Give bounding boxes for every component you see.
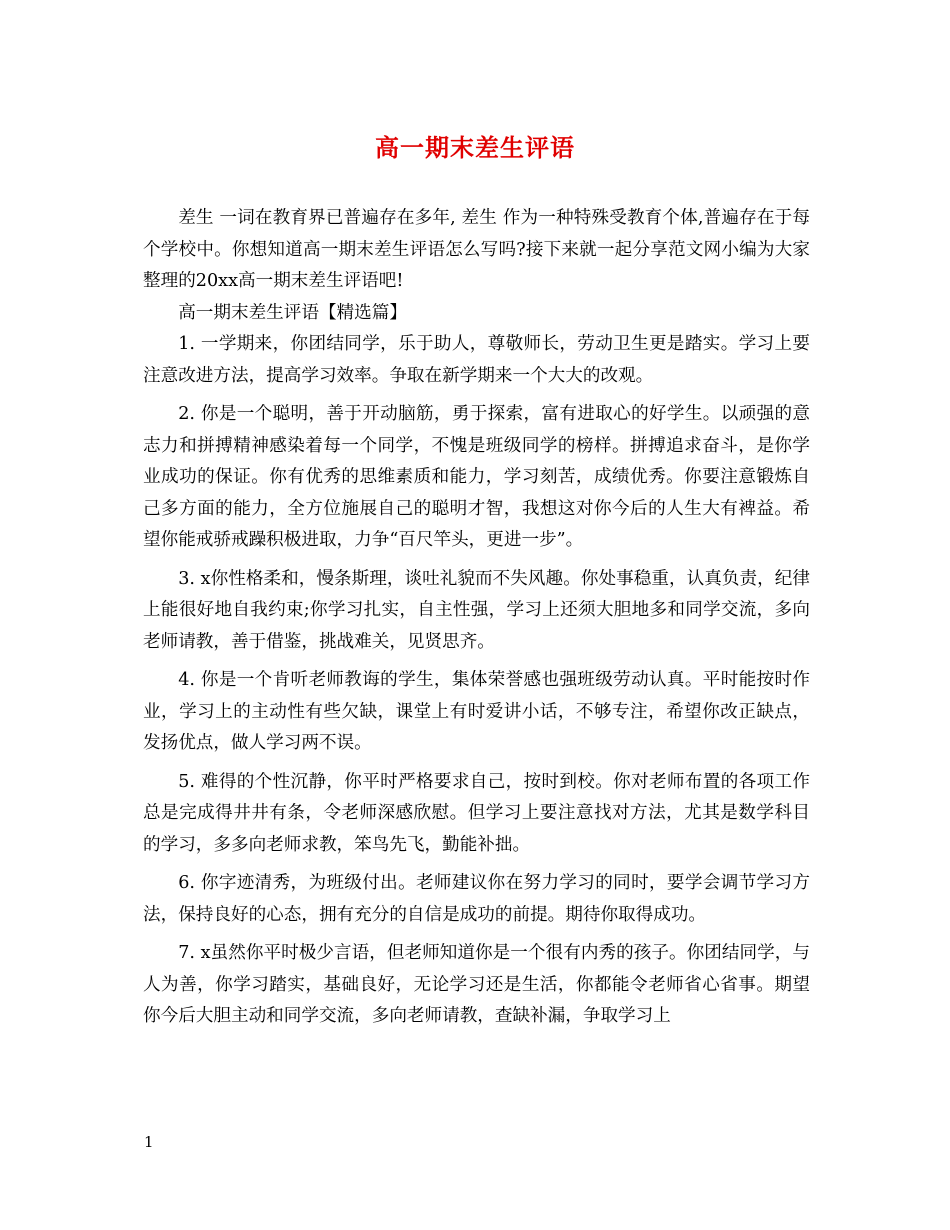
- comment-paragraph-4: 4. 你是一个肯听老师教诲的学生，集体荣誉感也强班级劳动认真。平时能按时作业，学习上的主动性有些欠缺，课堂上有时爱讲小话，不够专注，希望你改正缺点，发扬优点，做人学习两不误。: [143, 670, 810, 753]
- comment-paragraph-5: 5. 难得的个性沉静，你平时严格要求自己，按时到校。你对老师布置的各项工作总是完成得井井有条，令老师深感欣慰。但学习上要注意找对方法，尤其是数学科目的学习，多多向老师求教，笨鸟先飞，勤能补拙。: [143, 771, 810, 855]
- document-body: [143, 203, 810, 1033]
- page-number: 1: [144, 1133, 154, 1151]
- comment-paragraph-6: 6. 你字迹清秀，为班级付出。老师建议你在努力学习的同时，要学会调节学习方法，保持良好的心态，拥有充分的自信是成功的前提。期待你取得成功。: [143, 873, 810, 925]
- document-title: 高一期末差生评语: [375, 133, 575, 162]
- intro-paragraph: 差生 一词在教育界已普遍存在多年, 差生 作为一种特殊受教育个体,普遍存在于每个学校中。你想知道高一期末差生评语怎么写吗?接下来就一起分享范文网小编为大家整理的20xx高一期末差生评语吧!: [143, 208, 810, 291]
- comment-paragraph-3: 3. x你性格柔和，慢条斯理，谈吐礼貌而不失风趣。你处事稳重，认真负责，纪律上能很好地自我约束;你学习扎实，自主性强，学习上还须大胆地多和同学交流，多向老师请教，善于借鉴，挑战难关，见贤思齐。: [143, 568, 810, 652]
- section-heading: 高一期末差生评语【精选篇】: [178, 302, 407, 323]
- comment-paragraph-2: 2. 你是一个聪明，善于开动脑筋，勇于探索，富有进取心的好学生。以顽强的意志力和拼搏精神感染着每一个同学，不愧是班级同学的榜样。拼搏追求奋斗，是你学业成功的保证。你有优秀的思维素质和能力，学习刻苦，成绩优秀。你要注意锻炼自己多方面的能力，全方位施展自己的聪明才智，我想这对你今后的人生大有裨益。希望你能戒骄戒躁积极进取，力争“百尺竿头，更进一步”。: [143, 404, 810, 550]
- comment-paragraph-1: 1. 一学期来，你团结同学，乐于助人，尊敬师长，劳动卫生更是踏实。学习上要注意改进方法，提高学习效率。争取在新学期来一个大大的改观。: [143, 334, 810, 386]
- comment-paragraph-7: 7. x虽然你平时极少言语，但老师知道你是一个很有内秀的孩子。你团结同学，与人为善，你学习踏实，基础良好，无论学习还是生活，你都能令老师省心省事。期望你今后大胆主动和同学交流，多向老师请教，查缺补漏，争取学习上: [143, 943, 810, 1026]
